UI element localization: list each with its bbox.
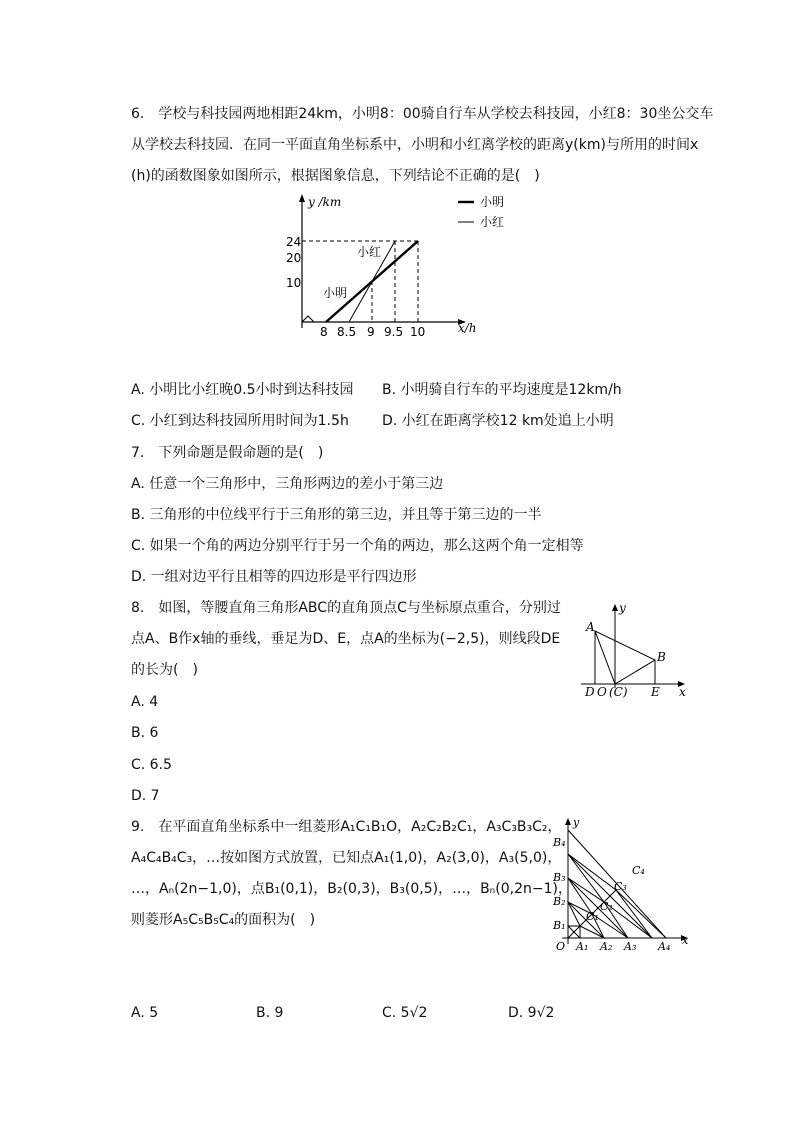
q6-ytick-20: 20 xyxy=(286,251,302,265)
q9-c4: C₄ xyxy=(632,864,645,877)
q6-option-c: C. 小红到达科技园所用时间为1.5h xyxy=(131,413,349,429)
q8-point-a: A xyxy=(586,620,595,634)
q9-option-c: C. 5√2 xyxy=(382,1005,428,1021)
q6-function-graph xyxy=(280,190,540,340)
q8-stem-line-1: 8. 如图，等腰直角三角形ABC的直角顶点C与坐标原点重合，分别过 xyxy=(131,600,561,616)
q7-option-c: C. 如果一个角的两边分别平行于另一个角的两边，那么这两个角一定相等 xyxy=(131,538,584,554)
q8-point-d: D xyxy=(585,685,595,699)
q6-legend-xiaohong: 小红 xyxy=(480,215,505,229)
q7-option-a: A. 任意一个三角形中，三角形两边的差小于第三边 xyxy=(131,476,444,492)
q6-ytick-10: 10 xyxy=(286,276,302,290)
q8-x-label: x xyxy=(679,685,686,699)
q8-point-o: O xyxy=(597,685,607,699)
q6-label-xiaoming: 小明 xyxy=(323,286,348,300)
q7-option-b: B. 三角形的中位线平行于三角形的第三边，并且等于第三边的一半 xyxy=(131,507,542,523)
q6-option-a: A. 小明比小红晚0.5小时到达科技园 xyxy=(131,382,354,398)
q6-stem-line-3: (h)的函数图象如图所示，根据图象信息，下列结论不正确的是( ) xyxy=(131,168,540,184)
q6-xtick-8_5: 8.5 xyxy=(337,325,357,339)
q8-option-b: B. 6 xyxy=(131,725,159,741)
q9-stem-line-2: A₄C₄B₄C₃，…按如图方式放置，已知点A₁(1,0)，A₂(3,0)，A₃(5,0)， xyxy=(131,850,562,866)
q9-origin: O xyxy=(556,940,566,952)
q9-x-label: x xyxy=(682,934,689,947)
q9-figure xyxy=(548,812,698,952)
q8-stem-line-3: 的长为( ) xyxy=(131,662,198,678)
q9-a4: A₄ xyxy=(658,940,671,952)
q6-option-d: D. 小红在距离学校12 km处追上小明 xyxy=(382,413,614,429)
q9-c1: C₁ xyxy=(586,910,599,923)
q6-y-label: y /km xyxy=(308,195,342,209)
q6-xtick-9: 9 xyxy=(367,325,375,339)
q6-legend-xiaoming: 小明 xyxy=(480,195,505,209)
q9-b1: B₁ xyxy=(553,919,566,932)
q9-stem-line-1: 9. 在平面直角坐标系中一组菱形A₁C₁B₁O，A₂C₂B₂C₁，A₃C₃B₃C₂， xyxy=(131,819,562,835)
q9-a3: A₃ xyxy=(624,940,637,952)
q9-c2: C₂ xyxy=(600,900,613,913)
q8-stem-line-2: 点A、B作x轴的垂线，垂足为D、E，点A的坐标为(−2,5)，则线段DE xyxy=(131,631,561,647)
q6-xtick-10: 10 xyxy=(410,325,426,339)
q8-option-a: A. 4 xyxy=(131,694,159,710)
q6-xtick-8: 8 xyxy=(320,325,328,339)
q9-stem-line-3: …，Aₙ(2n−1,0)，点B₁(0,1)，B₂(0,3)，B₃(0,5)，…，Bₙ(0,2n−1)， xyxy=(131,881,572,897)
q8-point-c: (C) xyxy=(609,685,628,699)
q9-option-b: B. 9 xyxy=(256,1005,284,1021)
q7-option-d: D. 一组对边平行且相等的四边形是平行四边形 xyxy=(131,569,417,585)
q8-option-d: D. 7 xyxy=(131,788,160,804)
q8-triangle-abc xyxy=(595,631,655,684)
q6-stem-line-1: 6. 学校与科技园两地相距24km，小明8：00骑自行车从学校去科技园，小红8：30坐公交车 xyxy=(131,106,714,122)
q6-ytick-24: 24 xyxy=(286,235,302,249)
q9-option-a: A. 5 xyxy=(131,1005,159,1021)
q9-b2: B₂ xyxy=(553,895,566,908)
q9-c3: C₃ xyxy=(614,880,627,893)
q8-y-label: y xyxy=(619,601,626,615)
q9-b4: B₄ xyxy=(553,836,566,849)
q6-option-b: B. 小明骑自行车的平均速度是12km/h xyxy=(382,382,622,398)
q8-point-e: E xyxy=(651,685,660,699)
q7-stem: 7. 下列命题是假命题的是( ) xyxy=(131,445,324,461)
q6-label-xiaohong: 小红 xyxy=(357,245,382,259)
q9-a1: A₁ xyxy=(576,940,589,952)
q9-y-arrow-icon xyxy=(565,818,571,825)
q8-figure xyxy=(575,598,695,702)
q8-y-arrow-icon xyxy=(612,604,618,611)
q9-a2: A₂ xyxy=(600,940,613,952)
q8-point-b: B xyxy=(657,650,666,664)
q9-stem-line-4: 则菱形A₅C₅B₅C₄的面积为( ) xyxy=(131,912,316,928)
q9-b3: B₃ xyxy=(553,871,566,884)
q6-y-arrow-icon xyxy=(299,194,305,202)
q6-xtick-9_5: 9.5 xyxy=(384,325,404,339)
q9-y-label: y xyxy=(573,816,580,829)
q8-option-c: C. 6.5 xyxy=(131,757,172,773)
q6-axis-break-icon xyxy=(302,316,322,322)
q9-option-d: D. 9√2 xyxy=(508,1005,555,1021)
q6-stem-line-2: 从学校去科技园．在同一平面直角坐标系中，小明和小红离学校的距离y(km)与所用的时间x xyxy=(131,137,699,153)
q6-x-label: x/h xyxy=(458,321,477,335)
